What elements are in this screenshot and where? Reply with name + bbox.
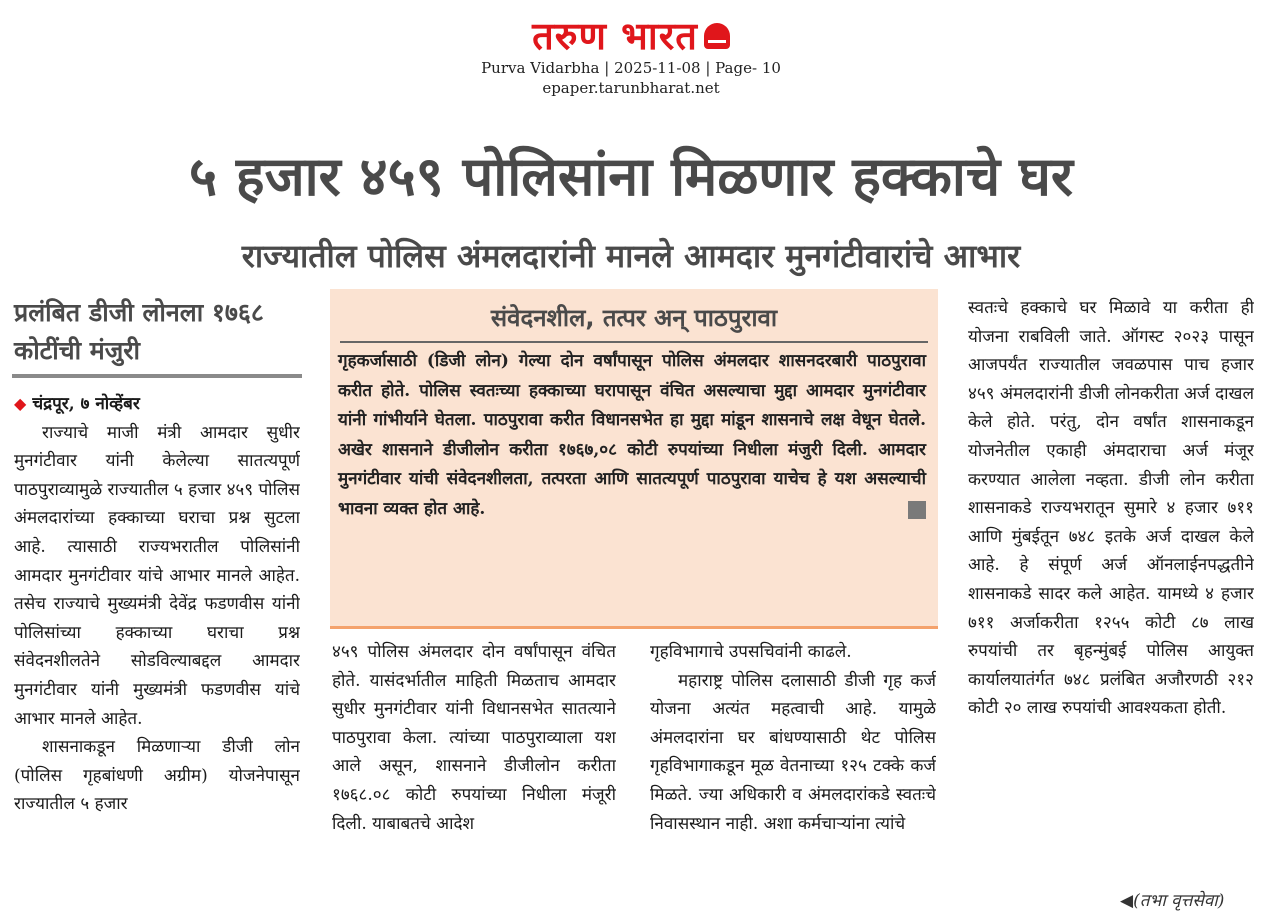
article-column-1: [14, 390, 300, 920]
dateline: चंद्रपूर, ७ नोव्हेंबर: [32, 394, 140, 414]
diamond-bullet-icon: ◆: [14, 394, 27, 413]
article-column-2: [332, 638, 616, 920]
sub-headline: राज्यातील पोलिस अंमलदारांनी मानले आमदार मुनगंटीवारांचे आभार: [241, 237, 1021, 275]
news-service-credit: [1120, 888, 1224, 911]
newspaper-logo: [532, 14, 730, 58]
column-1-paragraph-2: शासनाकडून मिळणाऱ्या डीजी लोन (पोलिस गृहबांधणी अग्रीम) योजनेपासून राज्यातील ५ हजार: [14, 737, 300, 815]
credit-text: (तभा वृत्तसेवा): [1133, 891, 1225, 911]
article-column-4: [968, 294, 1254, 884]
column-4-paragraph: स्वतःचे हक्काचे घर मिळावे या करीता ही योजना राबविली जाते. ऑगस्ट २०२३ पासून आजपर्यंत राज्यातील जवळपास पाच हजार ४५९ अंमलदारांनी डीजी लोनकरीता अर्ज दाखल केले होते. परंतु, दोन वर्षांत शासनाकडून योजनेतील एकाही अंमदाराचा अर्ज मंजूर करण्यात आलेला नव्हता. डीजी लोन करीता शासनाकडे राज्यभरातून सुमारे ४ हजार ७११ आणि मुंबईतून ७४८ इतके अर्ज दाखल केले आहे. हे संपूर्ण अर्ज ऑनलाईनपद्धतीने शासनाकडे सादर कले आहेत. यामध्ये ४ हजार ७११ अर्जाकरीता १२५५ कोटी ८७ लाख रुपयांची तर बृहन्मुंबई पोलिस आयुक्त कार्यालयातंर्गत ७४८ प्रलंबित अजौरणठी २१२ कोटी २० लाख रुपयांची आवश्यकता होती.: [968, 298, 1254, 719]
column-2-paragraph: ४५९ पोलिस अंमलदार दोन वर्षांपासून वंचित होते. यासंदर्भातील माहिती मिळताच आमदार सुधीर मुनगंटीवार यांनी विधानसभेत सातत्याने पाठपुरावा केला. त्यांच्या पाठपुराव्याला यश आले असून, शासनाने डीजीलोन करीता १७६८.०८ कोटी रुपयांच्या निधीला मंजूरी दिली. याबाबतचे आदेश: [332, 642, 616, 834]
column-3-paragraph-1: गृहविभागाचे उपसचिवांनी काढले.: [650, 642, 852, 662]
column-3-paragraph-2: महाराष्ट्र पोलिस दलासाठी डीजी गृह कर्ज योजना अत्यंत महत्वाची आहे. यामुळे अंमलदारांना घर बांधण्यासाठी थेट पोलिस गृहविभागाकडून मूळ वेतनाच्या १२५ टक्के कर्ज मिळते. ज्या अधिकारी व अंमलदारांकडे स्वतःचे निवासस्थान नाही. अशा कर्मचाऱ्यांना त्यांचे: [650, 670, 936, 834]
triangle-pointer-icon: ◀: [1120, 891, 1134, 911]
highlight-box-text: गृहकर्जासाठी (डिजी लोन) गेल्या दोन वर्षांपासून पोलिस अंमलदार शासनदरबारी पाठपुरावा करीत होते. पोलिस स्वतःच्या हक्काच्या घरापासून वंचित असल्याचा मुद्दा आमदार मुनगंटीवार यांनी गांभीर्याने घेतला. पाठपुरावा करीत विधानसभेत हा मुद्दा मांडून शासनाचे लक्ष वेधून घेतले. अखेर शासनाने डीजीलोन करीता १७६७,०८ कोटी रुपयांच्या निधीला मंजुरी दिली. आमदार मुनगंटीवार यांची संवेदनशीलता, तत्परता आणि सातत्यपूर्ण पाठपुरावा याचेच हे यश असल्याची भावना व्यक्त होत आहे.: [338, 351, 926, 519]
edition-line: Purva Vidarbha | 2025-11-08 | Page- 10: [481, 59, 781, 77]
main-headline: ५ हजार ४५९ पोलिसांना मिळणार हक्काचे घर: [189, 145, 1073, 208]
side-heading-rule: [12, 374, 302, 378]
highlight-box-title: संवेदनशील, तत्पर अन् पाठपुरावा: [490, 304, 778, 332]
end-square-icon: [908, 501, 926, 519]
highlight-box: [330, 289, 938, 629]
site-url: epaper.tarunbharat.net: [542, 79, 720, 97]
dateline-paragraph: [14, 390, 300, 419]
side-heading: प्रलंबित डीजी लोनला १७६८ कोटींची मंजुरी: [14, 298, 264, 365]
column-1-paragraph-1: राज्याचे माजी मंत्री आमदार सुधीर मुनगंटीवार यांनी केलेल्या सातत्यपूर्ण पाठपुराव्यामुळे राज्यातील ५ हजार ४५९ पोलिस अंमलदारांच्या हक्काच्या घराचा प्रश्न सुटला आहे. त्यासाठी राज्यभरातील पोलिसांनी आमदार मुनगंटीवार यांचे आभार मानले आहेत. तसेच राज्याचे मुख्यमंत्री देवेंद्र फडणवीस यांनी पोलिसांच्या हक्काच्या घराचा प्रश्न संवेदनशीलतेने सोडविल्याबद्दल आमदार मुनगंटीवार यांनी मुख्यमंत्री फडणवीस यांचे आभार मानले आहेत.: [14, 422, 300, 729]
logo-text: तरुण भारत: [532, 14, 698, 58]
masthead: [0, 14, 1262, 98]
highlight-box-body: [338, 347, 926, 524]
lamp-emblem-icon: [704, 23, 730, 49]
article-column-3: [650, 638, 936, 920]
highlight-box-rule: [340, 341, 928, 343]
